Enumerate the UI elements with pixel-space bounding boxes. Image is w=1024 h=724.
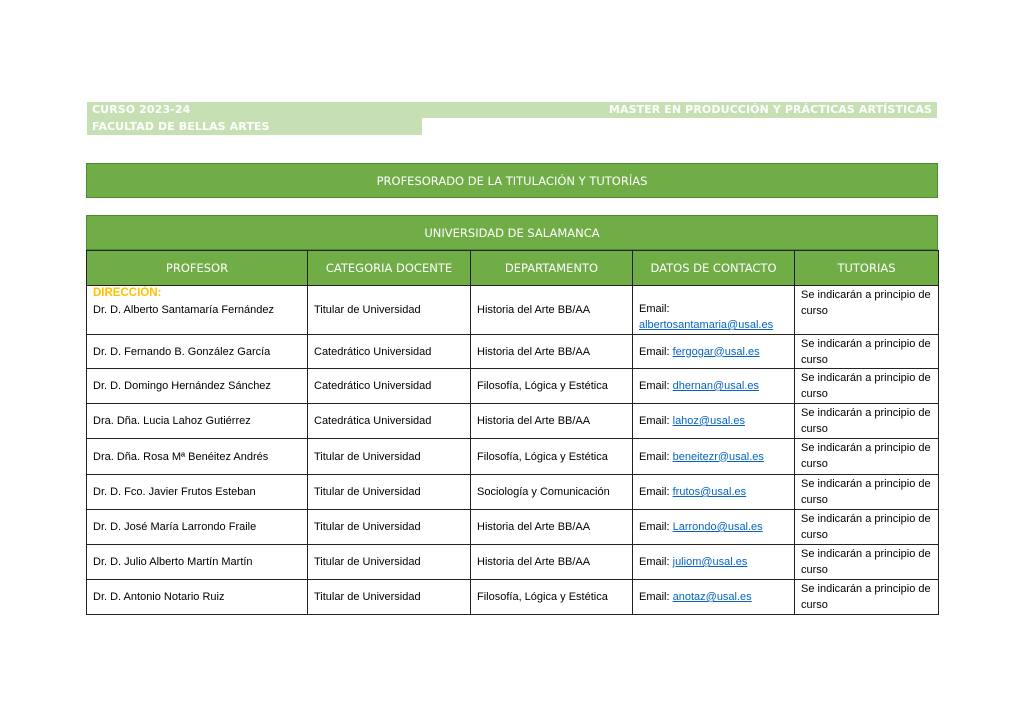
faculty-label: FACULTAD DE BELLAS ARTES [92,120,270,133]
profesor-name: Dr. D. Alberto Santamaría Fernández [93,304,274,316]
email-label: Email: [639,486,670,498]
university-title: UNIVERSIDAD DE SALAMANCA [86,215,938,250]
profesor-cell: Dr. D. Fco. Javier Frutos Esteban [87,475,308,510]
table-row [87,510,939,545]
email-label: Email: [639,303,670,315]
departamento-cell: Historia del Arte BB/AA [471,510,633,545]
email-link[interactable]: anotaz@usal.es [672,591,752,603]
categoria-cell: Catedrática Universidad [308,404,471,439]
email-label: Email: [639,415,670,427]
tutorias-cell: Se indicarán a principio de curso [795,580,939,615]
departamento-cell: Sociología y Comunicación [471,475,633,510]
email-label: Email: [639,521,670,533]
column-header: TUTORIAS [795,251,939,286]
email-label: Email: [639,450,670,463]
profesor-cell: Dr. D. Antonio Notario Ruiz [87,580,308,615]
email-link[interactable]: frutos@usal.es [672,486,747,498]
email-label: Email: [639,380,670,392]
column-header: DATOS DE CONTACTO [633,251,795,286]
departamento-cell: Historia del Arte BB/AA [471,286,633,335]
departamento-cell: Filosofía, Lógica y Estética [471,439,633,475]
master-label: MASTER EN PRODUCCIÓN Y PRÁCTICAS ARTÍSTICAS [608,103,932,116]
contacto-cell [633,369,795,404]
tutorias-cell: Se indicarán a principio de curso [795,369,939,404]
email-label: Email: [639,556,670,568]
contacto-cell [633,510,795,545]
column-header: DEPARTAMENTO [471,251,633,286]
table-row [87,475,939,510]
table-row [87,369,939,404]
contacto-cell [633,475,795,510]
email-link[interactable]: juliom@usal.es [672,556,748,568]
departamento-cell: Filosofía, Lógica y Estética [471,369,633,404]
tutorias-cell: Se indicarán a principio de curso [795,335,939,369]
tutorias-cell: Se indicarán a principio de curso [795,286,939,335]
profesor-cell: Dr. D. José María Larrondo Fraile [87,510,308,545]
tutorias-cell: Se indicarán a principio de curso [795,404,939,439]
tutorias-cell: Se indicarán a principio de curso [795,475,939,510]
table-row [87,286,939,335]
categoria-cell: Titular de Universidad [308,286,471,335]
email-link[interactable]: fergogar@usal.es [672,345,760,358]
contacto-cell [633,335,795,369]
departamento-cell: Historia del Arte BB/AA [471,335,633,369]
email-link[interactable]: lahoz@usal.es [672,415,745,427]
email-link[interactable]: Larrondo@usal.es [672,521,763,533]
departamento-cell: Historia del Arte BB/AA [471,404,633,439]
direccion-label: DIRECCIÓN: [93,287,162,299]
column-header: PROFESOR [87,251,308,286]
profesor-cell [87,286,308,335]
contacto-cell [633,286,795,335]
section-title: PROFESORADO DE LA TITULACIÓN Y TUTORÍAS [86,163,938,198]
tutorias-cell: Se indicarán a principio de curso [795,510,939,545]
categoria-cell: Titular de Universidad [308,439,471,475]
profesor-cell: Dr. D. Fernando B. González García [87,335,308,369]
faculty-table [86,250,939,615]
email-link[interactable]: dhernan@usal.es [672,380,760,392]
email-label: Email: [639,345,670,358]
email-label: Email: [639,591,670,603]
departamento-cell: Historia del Arte BB/AA [471,545,633,580]
profesor-cell: Dra. Dña. Rosa Mª Benéitez Andrés [87,439,308,475]
categoria-cell: Titular de Universidad [308,580,471,615]
email-link[interactable]: albertosantamaria@usal.es [639,319,774,331]
categoria-cell: Titular de Universidad [308,545,471,580]
departamento-cell: Filosofía, Lógica y Estética [471,580,633,615]
contacto-cell [633,580,795,615]
categoria-cell: Catedrático Universidad [308,369,471,404]
tutorias-cell: Se indicarán a principio de curso [795,545,939,580]
table-row [87,404,939,439]
column-header: CATEGORIA DOCENTE [308,251,471,286]
email-link[interactable]: beneitezr@usal.es [672,450,764,463]
table-row [87,545,939,580]
categoria-cell: Titular de Universidad [308,510,471,545]
table-header-row [87,251,939,286]
profesor-cell: Dra. Dña. Lucia Lahoz Gutiérrez [87,404,308,439]
profesor-cell: Dr. D. Julio Alberto Martín Martín [87,545,308,580]
profesor-cell: Dr. D. Domingo Hernández Sánchez [87,369,308,404]
categoria-cell: Titular de Universidad [308,475,471,510]
categoria-cell: Catedrático Universidad [308,335,471,369]
contacto-cell [633,545,795,580]
table-row [87,580,939,615]
contacto-cell [633,404,795,439]
table-row [87,335,939,369]
contacto-cell [633,439,795,475]
course-label: CURSO 2023-24 [92,103,191,116]
tutorias-cell: Se indicarán a principio de curso [795,439,939,475]
table-row [87,439,939,475]
